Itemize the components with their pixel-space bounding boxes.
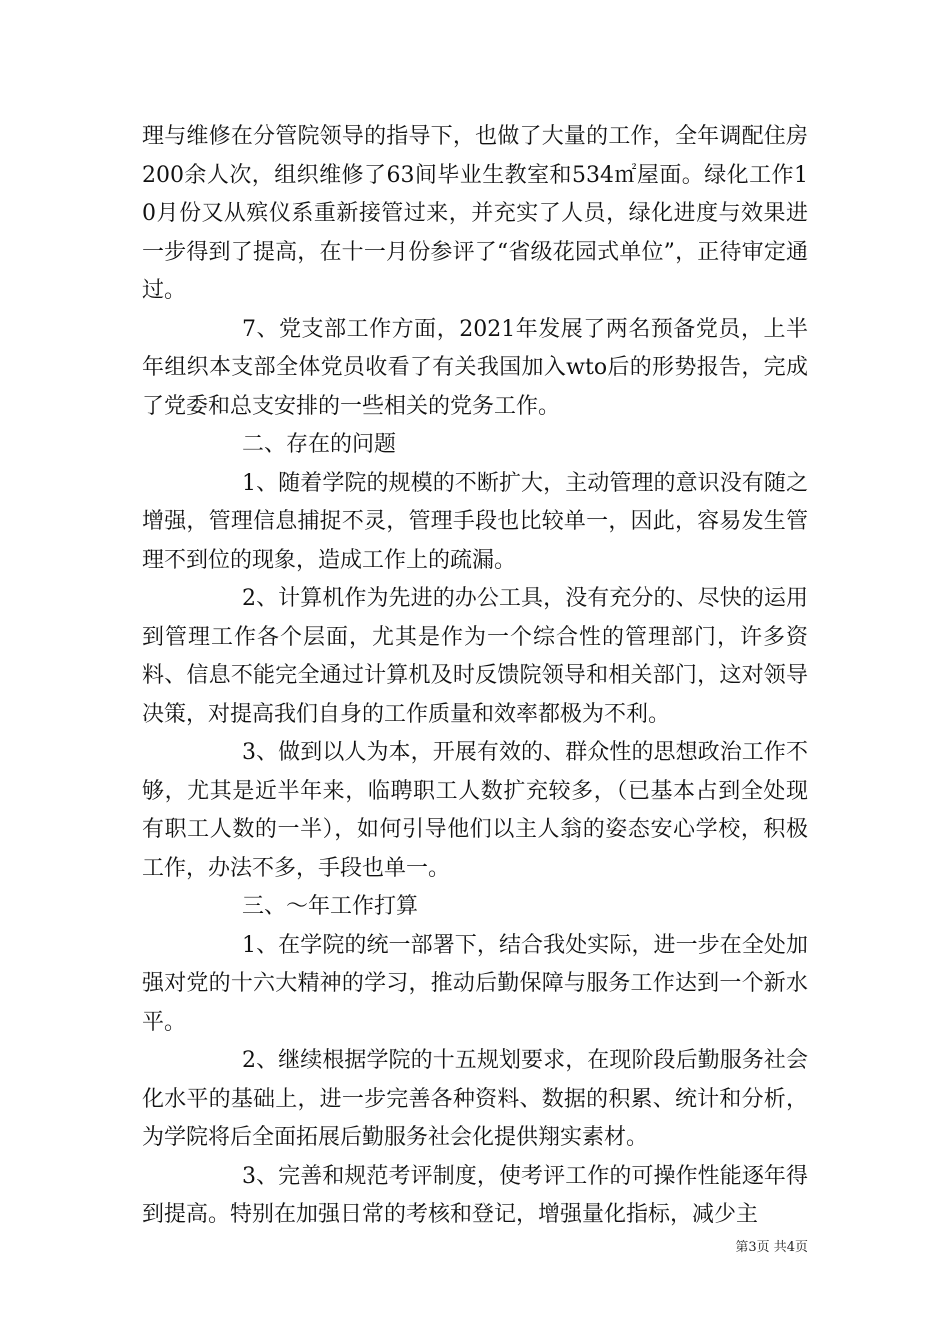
paragraph-problem-2: 2、计算机作为先进的办公工具，没有充分的、尽快的运用到管理工作各个层面，尤其是作为一个综合性的管理部门，许多资料、信息不能完全通过计算机及时反馈院领导和相关部门，这对领导决策，对提高我们自身的工作质量和效率都极为不利。 — [142, 586, 808, 727]
paragraph-continuation: 理与维修在分管院领导的指导下，也做了大量的工作，全年调配住房200余人次，组织维修了63间毕业生教室和534㎡屋面。绿化工作10月份又从殡仪系重新接管过来，并充实了人员，绿化进度与效果进一步得到了提高，在十一月份参评了“省级花园式单位”，正待审定通过。 — [142, 124, 808, 303]
document-body — [142, 118, 808, 1235]
paragraph-problem-3: 3、做到以人为本，开展有效的、群众性的思想政治工作不够，尤其是近半年来，临聘职工人数扩充较多，（已基本占到全处现有职工人数的一半），如何引导他们以主人翁的姿态安心学校，积极工作，办法不多，手段也单一。 — [142, 740, 808, 881]
paragraph-plan-2: 2、继续根据学院的十五规划要求，在现阶段后勤服务社会化水平的基础上，进一步完善各种资料、数据的积累、统计和分析，为学院将后全面拓展后勤服务社会化提供翔实素材。 — [142, 1048, 808, 1150]
section-heading-work-plan: 三、～年工作打算 — [242, 894, 419, 919]
section-heading-problems: 二、存在的问题 — [242, 432, 397, 457]
page-number-footer: 第3页 共4页 — [735, 1240, 808, 1255]
paragraph-plan-3: 3、完善和规范考评制度，使考评工作的可操作性能逐年得到提高。特别在加强日常的考核和登记，增强量化指标，减少主 — [142, 1163, 808, 1227]
paragraph-problem-1: 1、随着学院的规模的不断扩大，主动管理的意识没有随之增强，管理信息捕捉不灵，管理手段也比较单一，因此，容易发生管理不到位的现象，造成工作上的疏漏。 — [142, 470, 808, 573]
paragraph-party-branch-work: 7、党支部工作方面，2021年发展了两名预备党员，上半年组织本支部全体党员收看了有关我国加入wto后的形势报告，完成了党委和总支安排的一些相关的党务工作。 — [142, 316, 808, 419]
paragraph-plan-1: 1、在学院的统一部署下，结合我处实际，进一步在全处加强对党的十六大精神的学习，推动后勤保障与服务工作达到一个新水平。 — [142, 932, 808, 1035]
